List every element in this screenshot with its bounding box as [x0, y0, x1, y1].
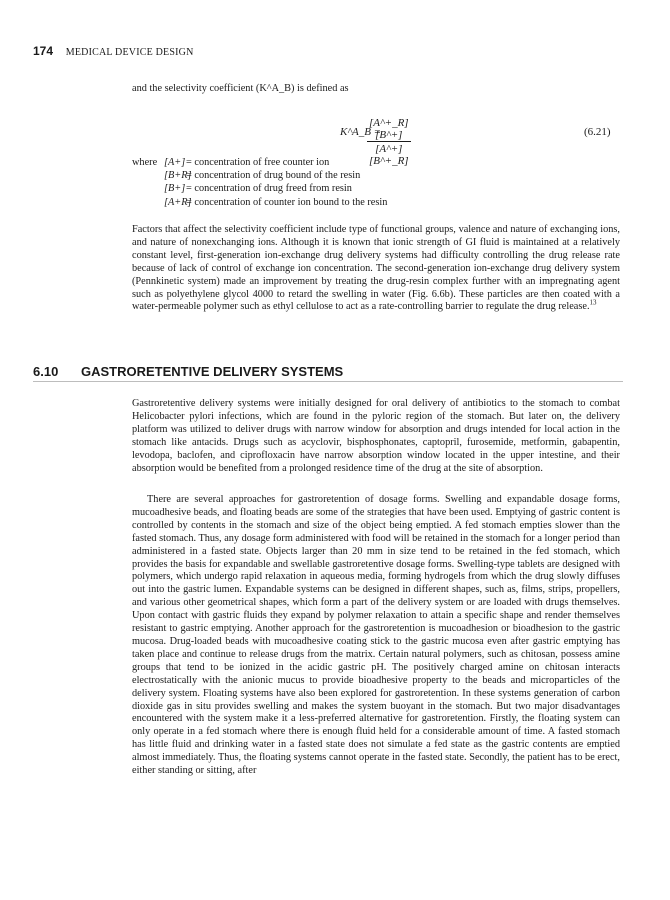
page-number: 174: [33, 44, 54, 58]
paragraph-gastroretentive-intro: [132, 398, 620, 475]
section-rule: [33, 381, 623, 382]
equation-numerator: [A^+_R][B^+]: [369, 117, 409, 141]
where-row: [132, 169, 387, 182]
where-row: [132, 182, 387, 195]
definition: = concentration of drug freed from resin: [186, 183, 352, 195]
intro-sentence: [132, 83, 620, 96]
definition: = concentration of counter ion bound to the resin: [186, 196, 388, 208]
section-number: 6.10: [33, 364, 59, 379]
definition: = concentration of drug bound of the resin: [186, 170, 361, 182]
intro-text: and the selectivity coefficient (K^A_B) is defined as: [132, 83, 349, 94]
where-label: where: [132, 157, 158, 168]
symbol: [A+R]: [164, 196, 192, 208]
section-heading: [33, 364, 343, 379]
running-title: MEDICAL DEVICE DESIGN: [65, 47, 194, 58]
where-definitions: [132, 156, 387, 209]
symbol: [B+]: [164, 183, 186, 195]
where-row: [132, 196, 387, 209]
definition: = concentration of free counter ion: [186, 157, 330, 168]
equation-lhs: K^A_B =: [340, 126, 382, 138]
factors-text: Factors that affect the selectivity coefficient include type of functional groups, valence and nature of exchanging ions, and nature of nonexchanging ions. Although it is known that ionic strength of GI fluid is maintained at a relatively constant level, first-generation ion-exchange drug delivery systems had difficulty controlling the drug release rate because of lack of control of exchange ion concentration. The second-generation ion-exchange drug delivery system (Pennkinetic system) made an improvement by treating the drug-resin complex further with an impregnating agent such as polyethylene glycol 4000 to retard the swelling in water (Fig. 6.6b). These particles are then coated with a water-permeable polymer such as ethyl cellulose to act as a rate-controlling barrier to regulate the drug release.: [132, 224, 620, 313]
reference-13: 13: [589, 299, 597, 308]
section-title: GASTRORETENTIVE DELIVERY SYSTEMS: [81, 364, 344, 379]
paragraph-1-text: Gastroretentive delivery systems were initially designed for oral delivery of antibiotics to the stomach to combat Helicobacter pylori infections, which are found in the pyloric region of the stomach. But later on, the delivery platform was utilized to deliver drugs with narrow window for absorption and drugs intended for local action in the stomach like antacids. Drugs such as acyclovir, bisphosphonates, captopril, furosemide, metformin, gabapentin, levodopa, baclofen, and ciprofloxacin have narrow absorption window located in the upper intestine, and their absorption would be benefited from a prolonged residence time of the drug at the site of absorption.: [132, 398, 620, 474]
symbol: [A+]: [164, 157, 186, 168]
paragraph-approaches: [132, 494, 620, 778]
symbol: [B+R]: [164, 170, 192, 182]
running-header: [33, 44, 194, 58]
factors-paragraph: [132, 224, 620, 314]
where-row: [132, 156, 387, 169]
equation-number: (6.21): [584, 126, 611, 138]
equation-denominator: [A^+][B^+_R]: [369, 143, 409, 167]
paragraph-2-text: There are several approaches for gastroretention of dosage forms. Swelling and expandable dosage forms, mucoadhesive beads, and floating beads are some of the strategies that have been used. Emptying of gastric content is controlled by contents in the stomach and size of the object being emptied. A fed stomach empties slower than the fasted stomach. Thus, any dosage form administered with food will be retained in the stomach for a longer period than administered in a fasted state. Objects larger than 20 mm in size tend to be retained in the fed stomach, which provides the basis for expandable and swellable gastroretentive dosage forms. Swelling-type tablets are designed with polymers, which undergo rapid relaxation in aqueous media, forming hydrogels from which the drug slowly diffuses out into the gastric lumen. Expandable systems can be designed in different shapes, such as, films, strips, propellers, and various other geometrical shapes, which form a part of the delivery system or are loaded with drugs themselves. Upon contact with gastric fluids they expand by polymer relaxation to attain a specific shape and render themselves resistant to gastric emptying. Another approach for the gastroretention is mucoadhesion or bioadhesion to the gastric mucosa. Drug-loaded beads with mucoadhesive coating stick to the gastric mucosa even after gastric emptying has taken place and continue to release drugs from the matrix. Certain natural polymers, such as chitosan, possess amine groups that tend to be ionized in the acidic gastric pH. The positively charged amine on chitosan interacts electrostatically with the anionic mucus to provide bioadhesive property to the beads and microparticles of the delivery system. Floating systems have also been explored for gastroretention. In these systems generation of carbon dioxide gas in situ provides swelling and makes the system buoyant in the stomach. But two major disadvantages encountered with the system make it a less-preferred alternative for gastroretention. Firstly, the floating system can only operate in a fed stomach where there is enough fluid held for a considerable amount of time. A fasted stomach has little fluid and drinking water in a fasted state does not simulate a fed state as the gastric contents are emptied almost immediately. Thus, the floating systems cannot operate in the fasted state. Secondly, the patient has to be erect, either standing or sitting, after: [132, 494, 620, 777]
